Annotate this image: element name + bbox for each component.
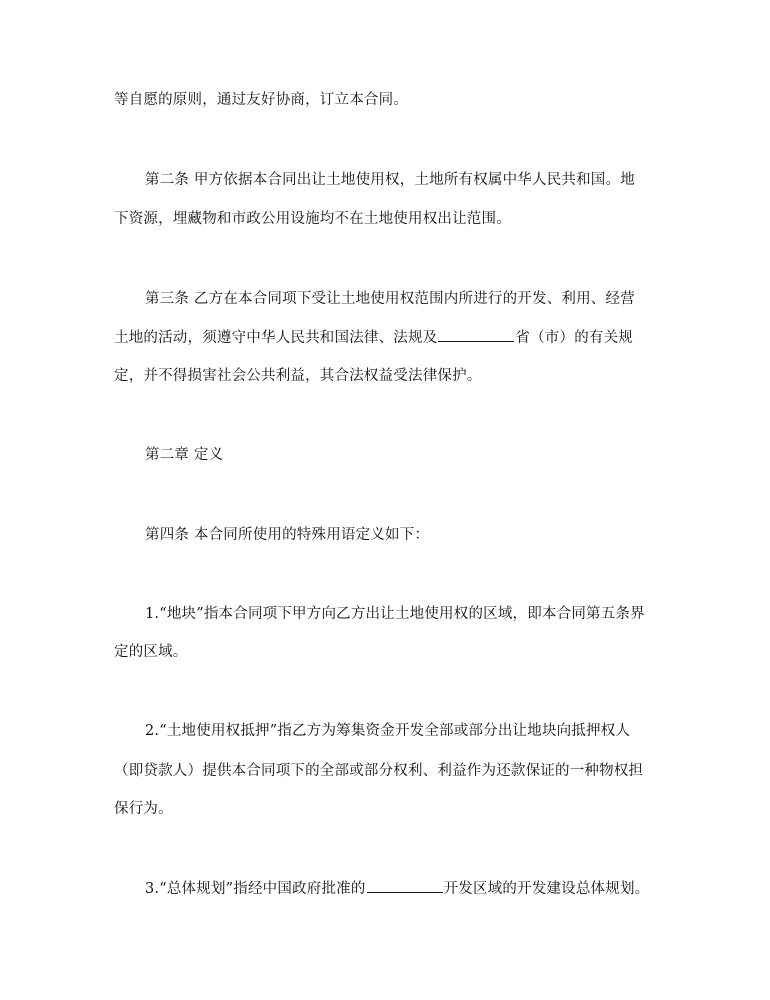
zone-blank-field bbox=[367, 878, 443, 893]
definition-2-line-3: 保行为。 bbox=[114, 801, 173, 817]
definition-1-line-1: 1.“地块”指本合同项下甲方向乙方出让土地使用权的区域，即本合同第五条界 bbox=[145, 606, 645, 622]
definition-3-line-1 bbox=[145, 878, 649, 899]
definition-1-line-2: 定的区域。 bbox=[114, 644, 188, 660]
definition-2-line-2: （即贷款人）提供本合同项下的全部或部分权利、利益作为还款保证的一种物权担 bbox=[114, 763, 644, 779]
article-3-line-2 bbox=[114, 327, 633, 348]
article-3-text-after-blank: 省（市）的有关规 bbox=[515, 330, 634, 346]
chapter-heading: 第二章 定义 bbox=[145, 447, 224, 463]
article-3-line-3: 定，并不得损害社会公共利益，其合法权益受法律保护。 bbox=[114, 368, 482, 384]
article-2-line-1: 第二条 甲方依据本合同出让土地使用权，土地所有权属中华人民共和国。地 bbox=[145, 172, 635, 188]
article-3-line-1: 第三条 乙方在本合同项下受让土地使用权范围内所进行的开发、利用、经营 bbox=[145, 291, 635, 307]
definition-2-line-1: 2.“土地使用权抵押”指乙方为筹集资金开发全部或部分出让地块向抵押权人 bbox=[145, 723, 631, 739]
paragraph-line: 等自愿的原则，通过友好协商，订立本合同。 bbox=[114, 92, 408, 108]
article-3-text-before-blank: 土地的活动，须遵守中华人民共和国法律、法规及 bbox=[114, 330, 438, 346]
article-4-line-1: 第四条 本合同所使用的特殊用语定义如下： bbox=[145, 527, 430, 543]
province-blank-field bbox=[438, 327, 514, 342]
article-2-line-2: 下资源，埋藏物和市政公用设施均不在土地使用权出让范围。 bbox=[114, 211, 511, 227]
definition-3-text-before-blank: 3.“总体规划”指经中国政府批准的 bbox=[145, 881, 366, 897]
definition-3-text-after-blank: 开发区域的开发建设总体规划。 bbox=[443, 881, 650, 897]
